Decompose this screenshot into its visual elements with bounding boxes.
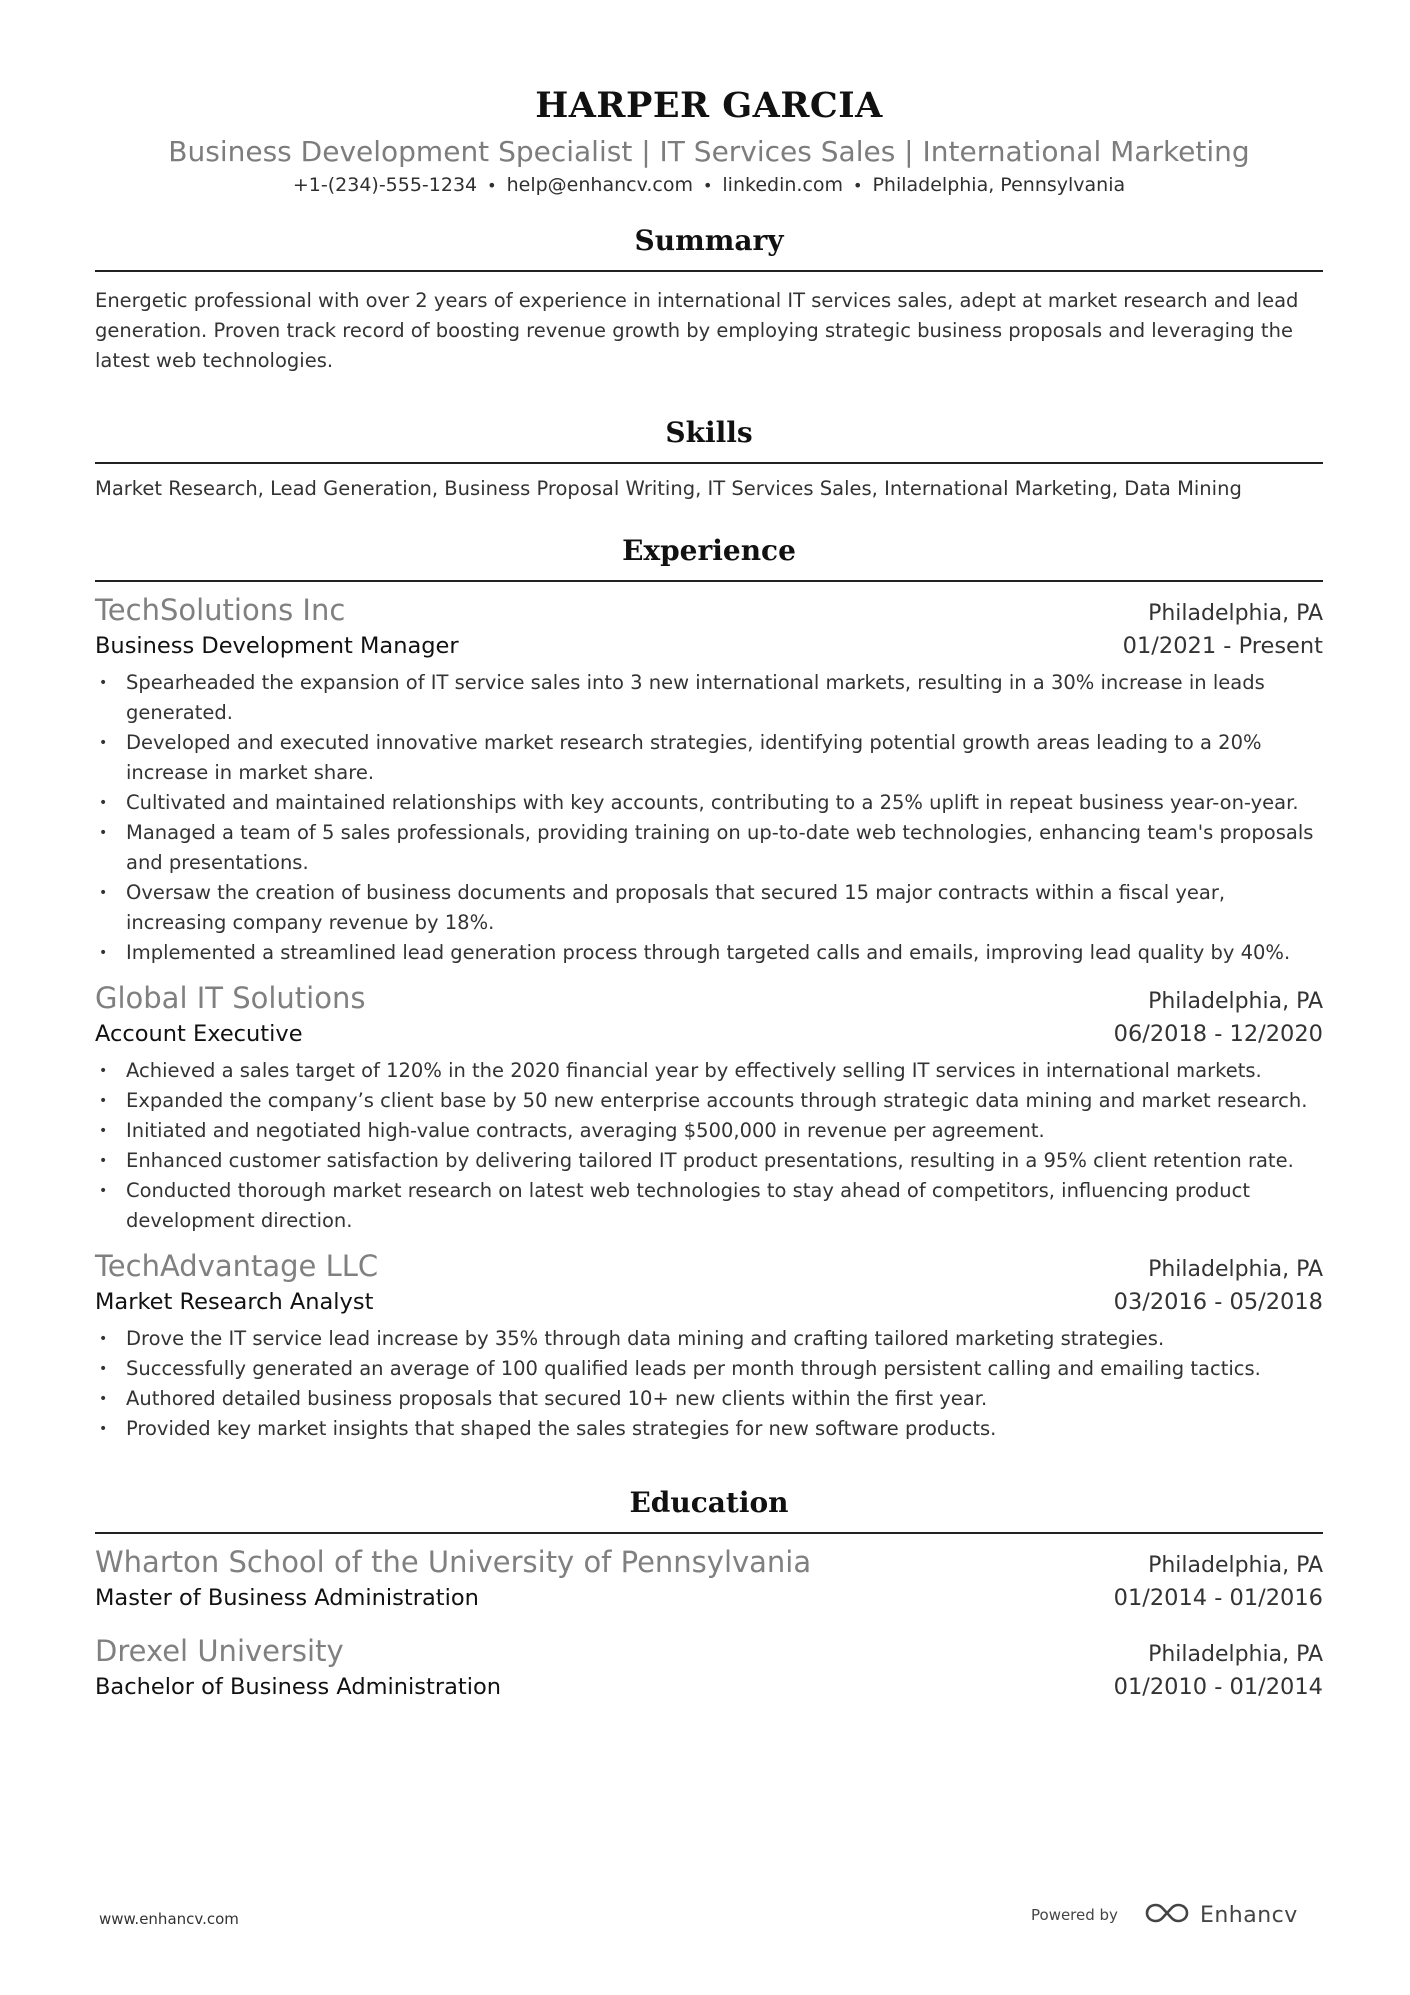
summary-text: Energetic professional with over 2 years of experience in international IT services sales, adept at market research and lead generation. Proven track record of boosting revenue growth by employing strategic business proposals and leveraging the latest web technologies. — [95, 289, 1299, 372]
section-title-experience: Experience — [622, 534, 796, 567]
education-entry — [95, 1542, 1323, 1614]
skills-section — [95, 414, 1323, 504]
degree-title: Bachelor of Business Administration — [95, 1674, 501, 1700]
experience-entry — [95, 590, 1323, 968]
bullet-icon: • — [99, 675, 108, 691]
skills-list: Market Research, Lead Generation, Business Proposal Writing, IT Services Sales, International Marketing, Data Mining — [95, 477, 1242, 500]
achievement-item — [95, 788, 1323, 818]
achievement-item — [95, 1384, 1323, 1414]
achievement-item — [95, 1354, 1323, 1384]
achievement-text: Enhanced customer satisfaction by delivering tailored IT product presentations, resulting in a 95% client retention rate. — [126, 1149, 1294, 1172]
achievement-text: Managed a team of 5 sales professionals, providing training on up-to-date web technologies, enhancing team's proposals and presentations. — [126, 821, 1314, 874]
school-name: Drexel University — [95, 1634, 344, 1668]
achievement-text: Expanded the company’s client base by 50 new enterprise accounts through strategic data mining and market research. — [126, 1089, 1308, 1112]
achievement-item — [95, 728, 1323, 788]
section-divider — [95, 270, 1323, 272]
candidate-headline: Business Development Specialist | IT Services Sales | International Marketing — [168, 135, 1250, 168]
degree-title: Master of Business Administration — [95, 1585, 479, 1611]
section-title-education: Education — [629, 1486, 789, 1519]
experience-entry — [95, 1246, 1323, 1444]
experience-entry — [95, 978, 1323, 1236]
bullet-icon: • — [99, 1183, 108, 1199]
enhancv-logo-icon — [1144, 1900, 1190, 1930]
achievement-text: Initiated and negotiated high-value contracts, averaging $500,000 in revenue per agreement. — [126, 1119, 1045, 1142]
entry-header-row — [95, 590, 1323, 630]
bullet-icon: • — [99, 1391, 108, 1407]
job-dates: 01/2021 - Present — [1122, 633, 1323, 659]
achievement-item — [95, 818, 1323, 878]
achievement-item — [95, 1056, 1323, 1086]
resume-content — [95, 84, 1323, 1703]
achievement-text: Spearheaded the expansion of IT service sales into 3 new international markets, resulting in a 30% increase in leads generated. — [126, 671, 1265, 724]
achievement-item — [95, 1116, 1323, 1146]
company-name: Global IT Solutions — [95, 981, 366, 1015]
entry-subheader-row — [95, 1018, 1323, 1050]
school-location: Philadelphia, PA — [1148, 1553, 1323, 1578]
bullet-icon: • — [99, 1153, 108, 1169]
achievement-item — [95, 1324, 1323, 1354]
achievement-item — [95, 1146, 1323, 1176]
footer-branding — [1031, 1898, 1298, 1932]
bullet-icon: • — [99, 1093, 108, 1109]
job-location: Philadelphia, PA — [1148, 989, 1323, 1014]
achievement-text: Conducted thorough market research on latest web technologies to stay ahead of competitors, influencing product development direction. — [126, 1179, 1251, 1232]
achievement-item — [95, 938, 1323, 968]
job-dates: 06/2018 - 12/2020 — [1113, 1021, 1323, 1047]
bullet-icon: • — [99, 1123, 108, 1139]
bullet-icon: • — [99, 885, 108, 901]
achievement-text: Achieved a sales target of 120% in the 2020 financial year by effectively selling IT services in international markets. — [126, 1059, 1262, 1082]
achievement-text: Successfully generated an average of 100 qualified leads per month through persistent calling and emailing tactics. — [126, 1357, 1261, 1380]
bullet-icon: • — [99, 1361, 108, 1377]
achievement-text: Developed and executed innovative market research strategies, identifying potential growth areas leading to a 20% increase in market share. — [126, 731, 1262, 784]
achievement-list — [95, 1056, 1323, 1236]
achievement-text: Cultivated and maintained relationships with key accounts, contributing to a 25% uplift in repeat business year-on-year. — [126, 791, 1299, 814]
achievement-text: Authored detailed business proposals that secured 10+ new clients within the first year. — [126, 1387, 988, 1410]
achievement-text: Implemented a streamlined lead generation process through targeted calls and emails, improving lead quality by 40%. — [126, 941, 1291, 964]
powered-by-label: Powered by — [1031, 1906, 1118, 1924]
bullet-icon: • — [99, 1421, 108, 1437]
achievement-text: Drove the IT service lead increase by 35% through data mining and crafting tailored marketing strategies. — [126, 1327, 1165, 1350]
contact-separator: • — [702, 176, 713, 195]
bullet-icon: • — [99, 945, 108, 961]
achievement-item — [95, 1414, 1323, 1444]
entry-subheader-row — [95, 630, 1323, 662]
job-title: Account Executive — [95, 1021, 303, 1047]
entry-header-row — [95, 1542, 1323, 1582]
achievement-list — [95, 1324, 1323, 1444]
achievement-item — [95, 1086, 1323, 1116]
footer-website[interactable]: www.enhancv.com — [99, 1910, 239, 1928]
achievement-list — [95, 668, 1323, 968]
resume-header — [95, 84, 1323, 199]
achievement-item — [95, 668, 1323, 728]
contact-separator: • — [487, 176, 497, 195]
job-title: Business Development Manager — [95, 633, 459, 659]
education-section — [95, 1484, 1323, 1703]
job-location: Philadelphia, PA — [1148, 1257, 1323, 1282]
summary-section — [95, 222, 1323, 376]
company-name: TechSolutions Inc — [95, 593, 346, 627]
achievement-text: Oversaw the creation of business documents and proposals that secured 15 major contracts within a fiscal year, increasing company revenue by 18%. — [126, 881, 1226, 934]
candidate-name: HARPER GARCIA — [535, 85, 883, 126]
job-title: Market Research Analyst — [95, 1289, 374, 1315]
section-divider — [95, 462, 1323, 464]
contact-line — [95, 172, 1323, 199]
education-dates: 01/2014 - 01/2016 — [1113, 1585, 1323, 1611]
contact-separator: • — [853, 176, 863, 195]
bullet-icon: • — [99, 735, 108, 751]
entry-subheader-row — [95, 1286, 1323, 1318]
school-name: Wharton School of the University of Pennsylvania — [95, 1545, 812, 1579]
job-location: Philadelphia, PA — [1148, 601, 1323, 626]
entry-header-row — [95, 1631, 1323, 1671]
section-title-summary: Summary — [634, 224, 784, 257]
bullet-icon: • — [99, 1063, 108, 1079]
entry-subheader-row — [95, 1671, 1323, 1703]
education-entry — [95, 1631, 1323, 1703]
bullet-icon: • — [99, 1331, 108, 1347]
achievement-item — [95, 1176, 1323, 1236]
education-dates: 01/2010 - 01/2014 — [1113, 1674, 1323, 1700]
entry-subheader-row — [95, 1582, 1323, 1614]
achievement-text: Provided key market insights that shaped the sales strategies for new software products. — [126, 1417, 997, 1440]
school-location: Philadelphia, PA — [1148, 1642, 1323, 1667]
contact-email[interactable]: help@enhancv.com — [506, 174, 693, 196]
contact-location: Philadelphia, Pennsylvania — [872, 174, 1126, 196]
contact-phone: +1-(234)-555-1234 — [292, 174, 478, 196]
section-title-skills: Skills — [665, 416, 753, 449]
company-name: TechAdvantage LLC — [95, 1249, 379, 1283]
bullet-icon: • — [99, 825, 108, 841]
section-divider — [95, 580, 1323, 582]
contact-linkedin[interactable]: linkedin.com — [722, 174, 844, 196]
job-dates: 03/2016 - 05/2018 — [1113, 1289, 1323, 1315]
brand-name: Enhancv — [1199, 1902, 1298, 1928]
achievement-item — [95, 878, 1323, 938]
experience-section — [95, 532, 1323, 1444]
bullet-icon: • — [99, 795, 108, 811]
section-divider — [95, 1532, 1323, 1534]
entry-header-row — [95, 978, 1323, 1018]
entry-header-row — [95, 1246, 1323, 1286]
